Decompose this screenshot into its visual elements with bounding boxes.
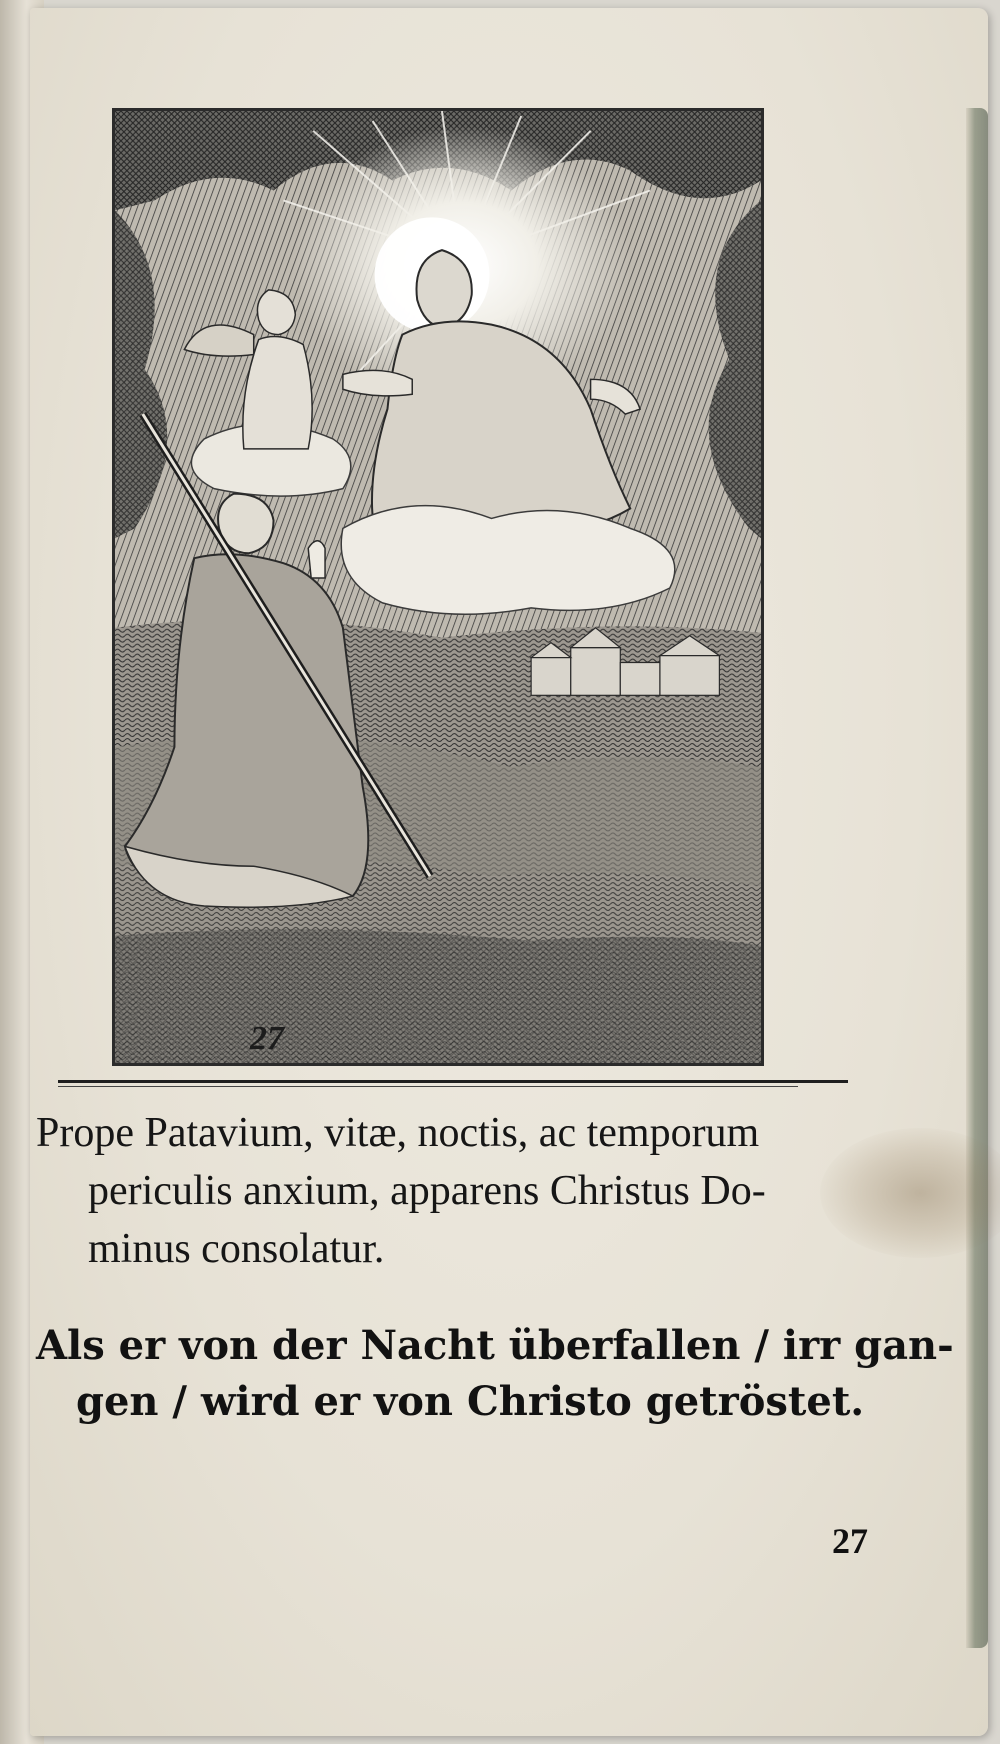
plate-number: 27 <box>250 1020 284 1057</box>
page-edge <box>966 108 988 1648</box>
engraving-illustration <box>112 108 764 1066</box>
latin-caption-line: minus consolatur. <box>88 1226 385 1272</box>
german-caption-line: gen / wird er von Christo getröstet. <box>76 1378 865 1425</box>
page-number: 27 <box>832 1521 868 1561</box>
german-caption <box>36 1318 954 1430</box>
german-caption-line: Als er von der Nacht überfallen / irr gan- <box>36 1322 954 1369</box>
latin-caption-line: Prope Patavium, vitæ, noctis, ac temporum <box>36 1110 760 1156</box>
latin-caption <box>36 1104 866 1278</box>
divider-rule <box>58 1080 848 1083</box>
divider-rule-thin <box>58 1086 798 1087</box>
latin-caption-line: periculis anxium, apparens Christus Do- <box>88 1168 766 1214</box>
